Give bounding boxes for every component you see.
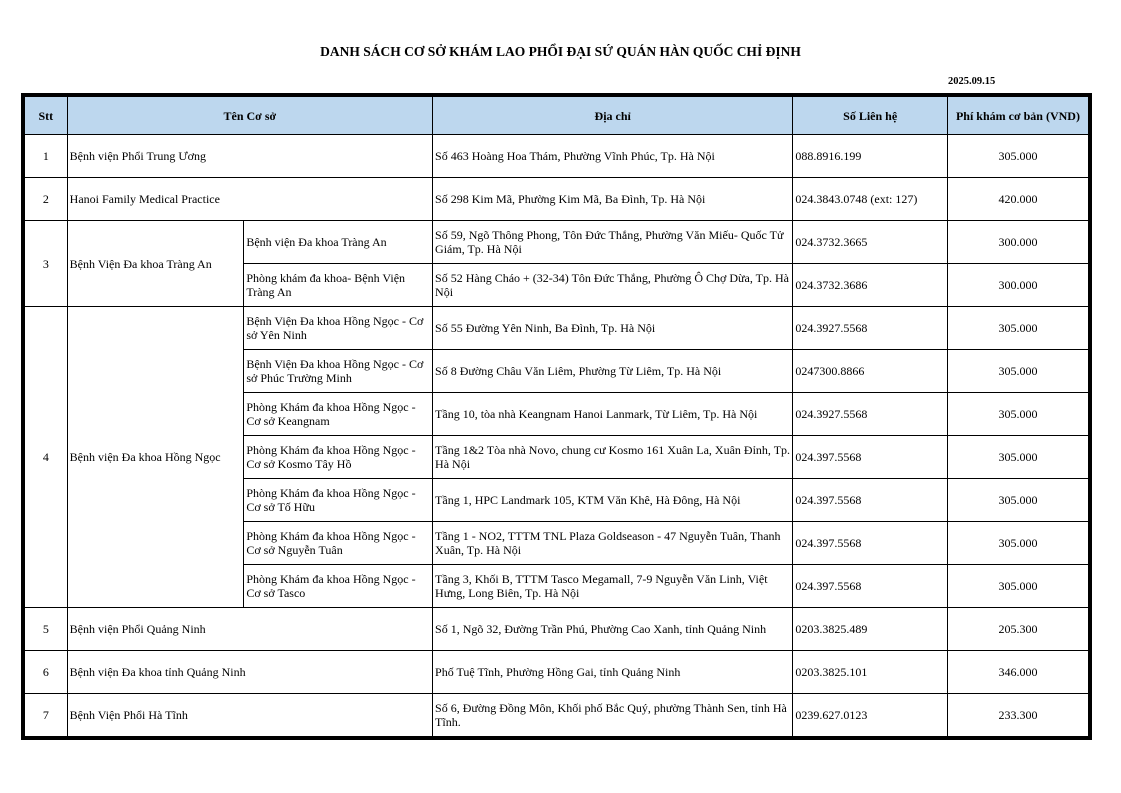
header-name: Tên Cơ sở — [67, 95, 432, 135]
fee-cell: 305.000 — [947, 393, 1090, 436]
branch-name-cell: Bệnh viện Đa khoa Tràng An — [244, 221, 433, 264]
address-cell: Số 52 Hàng Cháo + (32-34) Tôn Đức Thắng, Phường Ô Chợ Dừa, Tp. Hà Nội — [433, 264, 793, 307]
phone-cell: 024.397.5568 — [793, 565, 948, 608]
header-stt: Stt — [23, 95, 67, 135]
phone-cell: 024.397.5568 — [793, 522, 948, 565]
stt-cell: 5 — [23, 608, 67, 651]
phone-cell: 0203.3825.489 — [793, 608, 948, 651]
address-cell: Tầng 1 - NO2, TTTM TNL Plaza Goldseason - 47 Nguyễn Tuân, Thanh Xuân, Tp. Hà Nội — [433, 522, 793, 565]
fee-cell: 305.000 — [947, 350, 1090, 393]
table-header-row — [23, 95, 1090, 135]
stt-cell: 6 — [23, 651, 67, 694]
branch-name-cell: Phòng Khám đa khoa Hồng Ngọc - Cơ sở Kosmo Tây Hồ — [244, 436, 433, 479]
phone-cell: 088.8916.199 — [793, 135, 948, 178]
header-address: Địa chỉ — [433, 95, 793, 135]
name-cell: Bệnh viện Đa khoa Hồng Ngọc — [67, 307, 244, 608]
table-row — [23, 694, 1090, 739]
fee-cell: 233.300 — [947, 694, 1090, 739]
phone-cell: 0247300.8866 — [793, 350, 948, 393]
branch-name-cell: Bệnh Viện Đa khoa Hồng Ngọc - Cơ sở Yên Ninh — [244, 307, 433, 350]
phone-cell: 024.3927.5568 — [793, 307, 948, 350]
fee-cell: 305.000 — [947, 135, 1090, 178]
table-row — [23, 221, 1090, 264]
fee-cell: 300.000 — [947, 221, 1090, 264]
table-row — [23, 608, 1090, 651]
branch-name-cell: Phòng khám đa khoa- Bệnh Viện Tràng An — [244, 264, 433, 307]
fee-cell: 346.000 — [947, 651, 1090, 694]
header-fee: Phí khám cơ bản (VND) — [947, 95, 1090, 135]
fee-cell: 305.000 — [947, 522, 1090, 565]
address-cell: Tầng 1&2 Tòa nhà Novo, chung cư Kosmo 161 Xuân La, Xuân Đỉnh, Tp. Hà Nội — [433, 436, 793, 479]
address-cell: Phố Tuệ Tĩnh, Phường Hồng Gai, tỉnh Quảng Ninh — [433, 651, 793, 694]
address-cell: Số 8 Đường Châu Văn Liêm, Phường Từ Liêm, Tp. Hà Nội — [433, 350, 793, 393]
fee-cell: 420.000 — [947, 178, 1090, 221]
phone-cell: 024.3732.3686 — [793, 264, 948, 307]
branch-name-cell: Phòng Khám đa khoa Hồng Ngọc - Cơ sở Nguyễn Tuân — [244, 522, 433, 565]
address-cell: Tầng 10, tòa nhà Keangnam Hanoi Lanmark, Từ Liêm, Tp. Hà Nội — [433, 393, 793, 436]
address-cell: Tầng 1, HPC Landmark 105, KTM Văn Khê, Hà Đông, Hà Nội — [433, 479, 793, 522]
address-cell: Số 6, Đường Đồng Môn, Khối phố Bắc Quý, phường Thành Sen, tỉnh Hà Tĩnh. — [433, 694, 793, 739]
phone-cell: 0203.3825.101 — [793, 651, 948, 694]
fee-cell: 305.000 — [947, 565, 1090, 608]
address-cell: Số 59, Ngõ Thông Phong, Tôn Đức Thắng, Phường Văn Miếu- Quốc Tử Giám, Tp. Hà Nội — [433, 221, 793, 264]
clinic-table — [21, 93, 1092, 740]
branch-name-cell: Phòng Khám đa khoa Hồng Ngọc - Cơ sở Tố Hữu — [244, 479, 433, 522]
phone-cell: 024.397.5568 — [793, 479, 948, 522]
name-cell: Bệnh Viện Phổi Hà Tĩnh — [67, 694, 432, 739]
branch-name-cell: Phòng Khám đa khoa Hồng Ngọc - Cơ sở Tasco — [244, 565, 433, 608]
address-cell: Số 1, Ngõ 32, Đường Trần Phú, Phường Cao Xanh, tỉnh Quảng Ninh — [433, 608, 793, 651]
name-cell: Bệnh viện Phổi Quảng Ninh — [67, 608, 432, 651]
stt-cell: 2 — [23, 178, 67, 221]
stt-cell: 3 — [23, 221, 67, 307]
address-cell: Số 298 Kim Mã, Phường Kim Mã, Ba Đình, Tp. Hà Nội — [433, 178, 793, 221]
branch-name-cell: Phòng Khám đa khoa Hồng Ngọc - Cơ sở Keangnam — [244, 393, 433, 436]
address-cell: Số 55 Đường Yên Ninh, Ba Đình, Tp. Hà Nội — [433, 307, 793, 350]
name-cell: Bệnh Viện Đa khoa Tràng An — [67, 221, 244, 307]
phone-cell: 024.397.5568 — [793, 436, 948, 479]
branch-name-cell: Bệnh Viện Đa khoa Hồng Ngọc - Cơ sở Phúc Trường Minh — [244, 350, 433, 393]
name-cell: Bệnh viện Phổi Trung Ương — [67, 135, 432, 178]
table-row — [23, 651, 1090, 694]
phone-cell: 024.3732.3665 — [793, 221, 948, 264]
fee-cell: 305.000 — [947, 436, 1090, 479]
fee-cell: 305.000 — [947, 479, 1090, 522]
address-cell: Số 463 Hoàng Hoa Thám, Phường Vĩnh Phúc, Tp. Hà Nội — [433, 135, 793, 178]
address-cell: Tầng 3, Khối B, TTTM Tasco Megamall, 7-9 Nguyễn Văn Linh, Việt Hưng, Long Biên, Tp. Hà Nội — [433, 565, 793, 608]
table-row — [23, 307, 1090, 350]
phone-cell: 024.3927.5568 — [793, 393, 948, 436]
phone-cell: 024.3843.0748 (ext: 127) — [793, 178, 948, 221]
stt-cell: 7 — [23, 694, 67, 739]
fee-cell: 205.300 — [947, 608, 1090, 651]
header-phone: Số Liên hệ — [793, 95, 948, 135]
document-title: DANH SÁCH CƠ SỞ KHÁM LAO PHỔI ĐẠI SỨ QUÁN HÀN QUỐC CHỈ ĐỊNH — [320, 44, 801, 59]
table-row — [23, 135, 1090, 178]
document-date: 2025.09.15 — [948, 76, 996, 87]
name-cell: Bệnh viện Đa khoa tỉnh Quảng Ninh — [67, 651, 432, 694]
table-row — [23, 178, 1090, 221]
stt-cell: 1 — [23, 135, 67, 178]
fee-cell: 300.000 — [947, 264, 1090, 307]
stt-cell: 4 — [23, 307, 67, 608]
phone-cell: 0239.627.0123 — [793, 694, 948, 739]
name-cell: Hanoi Family Medical Practice — [67, 178, 432, 221]
fee-cell: 305.000 — [947, 307, 1090, 350]
